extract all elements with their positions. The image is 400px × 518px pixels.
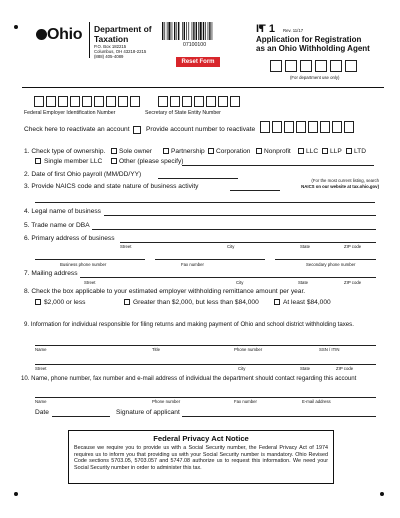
remittance-mid-checkbox[interactable] (124, 299, 130, 305)
sublabel-state: State (298, 280, 309, 285)
sublabel-phone: Phone number (152, 399, 181, 404)
sublabel-zip: ZIP code (344, 280, 362, 285)
ownership-llp-checkbox[interactable] (322, 148, 328, 154)
q9-label: 9. Information for individual responsible for filing returns and making payment of Ohio and school district withholding taxes. (24, 321, 354, 328)
department-address: P.O. Box 182215 Columbus, OH 43218-2215 (888) 405-4089 (94, 44, 147, 59)
sublabel-zip: ZIP code (344, 244, 362, 249)
ownership-option-label: Partnership (171, 148, 205, 155)
sublabel-street: Street (84, 280, 96, 285)
remittance-option-label: At least $84,000 (283, 299, 331, 306)
q1-label: 1. Check type of ownership. (24, 148, 106, 155)
ownership-partnership-checkbox[interactable] (163, 148, 169, 154)
signature-input[interactable] (182, 416, 376, 417)
sublabel-state: State (300, 244, 311, 249)
date-input[interactable] (52, 416, 110, 417)
trade-name-input[interactable] (92, 229, 376, 230)
sublabel-email: E-mail address (302, 399, 331, 404)
sublabel-business-phone: Business phone number (60, 262, 107, 267)
q8-label: 8. Check the box applicable to your estimated employer withholding remittance amount per year. (24, 288, 306, 295)
ownership-option-label: LLP (330, 148, 342, 155)
ownership-other-input[interactable] (182, 165, 374, 166)
registration-mark (380, 492, 384, 496)
account-number-label: Provide account number to reactivate (146, 126, 256, 133)
privacy-body: Because we require you to provide us with a Social Security number, the Federal Privacy Act of 1974 requires us to inform you that providing us with your Social Security number is mandatory. Ohio Revised Code sections 5703.05, 5703.057 and 5747.08 authorize us to request this information. We need your Social Security number in order to administer this tax. (74, 445, 328, 471)
ohio-logo (36, 26, 82, 44)
sublabel-street: Street (35, 366, 47, 371)
remittance-option-label: $2,000 or less (44, 299, 86, 306)
reactivate-checkbox[interactable] (133, 126, 141, 134)
sublabel-ssn: SSN / ITIN (319, 347, 340, 352)
revision-date: Rev. 11/17 (283, 28, 304, 33)
department-title: Department of Taxation (94, 24, 152, 44)
sublabel-street: Street (120, 244, 132, 249)
first-payroll-date-input[interactable] (158, 178, 238, 179)
privacy-title: Federal Privacy Act Notice (153, 434, 249, 443)
sublabel-title: Title (152, 347, 160, 352)
legal-name-input[interactable] (104, 215, 376, 216)
logo-text: Ohio (47, 26, 83, 43)
remittance-84000-checkbox[interactable] (274, 299, 280, 305)
sublabel-phone: Phone number (234, 347, 263, 352)
form-title: Application for Registration as an Ohio Withholding Agent (256, 35, 370, 53)
remittance-option-label: Greater than $2,000, but less than $84,000 (133, 299, 259, 306)
sublabel-secondary-phone: Secondary phone number (306, 262, 356, 267)
ownership-nonprofit-checkbox[interactable] (256, 148, 262, 154)
ownership-llc-checkbox[interactable] (298, 148, 304, 154)
ownership-sole-owner-checkbox[interactable] (111, 148, 117, 154)
contact-info-input[interactable] (35, 397, 376, 398)
mailing-address-input[interactable] (80, 277, 376, 278)
ownership-single-member-llc-checkbox[interactable] (35, 158, 41, 164)
naics-input[interactable] (230, 190, 280, 191)
registration-mark (14, 492, 18, 496)
sublabel-city: City (236, 280, 244, 285)
reactivate-label: Check here to reactivate an account (24, 126, 130, 133)
privacy-notice (68, 430, 334, 484)
sublabel-city: City (227, 244, 235, 249)
responsible-name-input[interactable] (35, 345, 376, 346)
q2-label: 2. Date of first Ohio payroll (MM/DD/YY) (24, 171, 142, 178)
ownership-other-checkbox[interactable] (111, 158, 117, 164)
sublabel-name: Name (35, 347, 47, 352)
q3-label: 3. Provide NAICS code and state nature of business activity (24, 183, 199, 190)
department-use-note: (For department use only) (290, 75, 340, 80)
q4-label: 4. Legal name of business (24, 208, 101, 215)
q6-label: 6. Primary address of business (24, 235, 115, 242)
sublabel-fax: Fax number (181, 262, 204, 267)
secondary-phone-input[interactable] (275, 259, 376, 260)
ohio-seal-icon (36, 29, 47, 40)
sublabel-state: State (300, 366, 311, 371)
barcode-number: 07100100 (183, 42, 207, 48)
registration-mark (14, 25, 18, 29)
responsible-address-input[interactable] (35, 364, 376, 365)
q10-label: 10. Name, phone number, fax number and e-mail address of individual the department should contact regarding this account (21, 375, 357, 382)
sublabel-zip: ZIP code (336, 366, 354, 371)
barcode (162, 22, 232, 40)
ownership-corporation-checkbox[interactable] (208, 148, 214, 154)
remittance-2000-checkbox[interactable] (35, 299, 41, 305)
sos-label: Secretary of State Entity Number (145, 110, 221, 116)
business-activity-input[interactable] (35, 202, 375, 203)
naics-note: (For the most current listing, search NAICS on our website at tax.ohio.gov) (301, 178, 379, 189)
sublabel-city: City (238, 366, 246, 371)
q7-label: 7. Mailing address (24, 270, 78, 277)
ownership-option-label: Corporation (216, 148, 251, 155)
q5-label: 5. Trade name or DBA (24, 222, 90, 229)
ownership-option-label: Nonprofit (264, 148, 291, 155)
fein-label: Federal Employer Identification Number (24, 110, 116, 116)
reset-form-button[interactable]: Reset Form (176, 57, 220, 67)
signature-label: Signature of applicant (116, 409, 180, 416)
fax-input[interactable] (155, 259, 265, 260)
ownership-ltd-checkbox[interactable] (346, 148, 352, 154)
header-rule (22, 87, 384, 88)
ownership-option-label: Sole owner (119, 148, 152, 155)
ownership-option-label: LTD (354, 148, 366, 155)
primary-address-input[interactable] (120, 242, 376, 243)
ownership-option-label: Other (please specify) (119, 158, 184, 165)
sublabel-fax: Fax number (234, 399, 257, 404)
form-id: IT 1 (256, 23, 275, 35)
logo-divider (89, 22, 90, 58)
date-label: Date (35, 409, 49, 416)
ownership-option-label: Single member LLC (44, 158, 103, 165)
ownership-option-label: LLC (306, 148, 319, 155)
sublabel-name: Name (35, 399, 47, 404)
business-phone-input[interactable] (35, 259, 145, 260)
